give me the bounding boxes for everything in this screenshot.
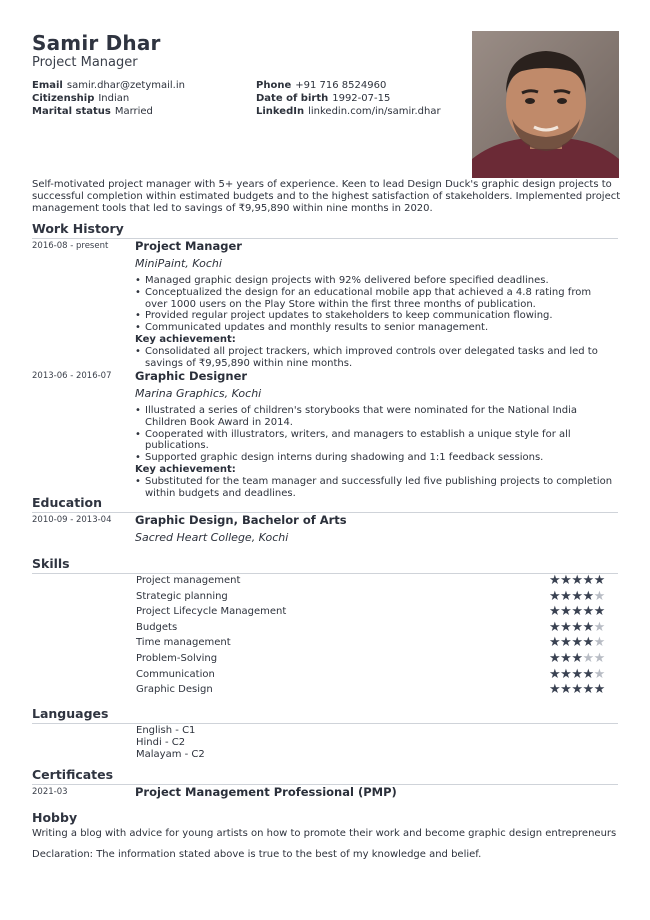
candidate-name: Samir Dhar [32,31,161,55]
star-empty-icon: ★ [593,666,605,682]
skill-rating [549,683,605,696]
job-1-bullets [135,275,615,334]
education-dates: 2010-09 - 2013-04 [32,515,112,525]
skill-name: Graphic Design [136,684,213,696]
job-1-bullet: • Conceptualized the design for an educational mobile app that achieved a 4.8 rating from over 1000 users on the Play Store within the first three months of publication. [135,287,615,311]
skill-name: Problem-Solving [136,653,218,664]
email-value[interactable]: samir.dhar@zetymail.in [66,80,185,91]
profile-photo [472,31,619,178]
job-1-bullet: • Communicated updates and monthly results to senior management. [135,322,615,334]
skill-rating [549,605,605,618]
declaration-text: Declaration: The information stated above is true to the best of my knowledge and belief. [32,849,482,860]
skill-name: Time management [136,637,231,649]
star-filled-icon: ★ [582,619,594,635]
dob-row [256,92,441,105]
job-2-bullet: • Cooperated with illustrators, writers, and managers to establish a unique style for all publications. [135,429,615,453]
star-filled-icon: ★ [571,682,583,698]
job-2-bullet: • Illustrated a series of children's storybooks that were nominated for the National India Children Book Award in 2014. [135,405,615,429]
phone-value[interactable]: +91 716 8524960 [295,80,387,91]
star-filled-icon: ★ [549,604,561,620]
job-1-key-bullets [135,346,615,370]
star-filled-icon: ★ [549,666,561,682]
star-empty-icon: ★ [593,619,605,635]
section-languages: Languages [32,706,618,724]
marital-value: Married [114,106,153,117]
star-filled-icon: ★ [549,651,561,666]
job-2-company: Marina Graphics, Kochi [135,387,262,400]
skill-name: Communication [136,668,215,680]
dob-label: Date of birth [256,93,329,104]
star-filled-icon: ★ [571,604,583,620]
marital-row [32,105,185,118]
marital-label: Marital status [32,106,111,117]
star-filled-icon: ★ [549,588,561,604]
education-degree: Graphic Design, Bachelor of Arts [135,513,347,527]
star-filled-icon: ★ [549,619,561,635]
star-filled-icon: ★ [560,588,572,604]
star-empty-icon: ★ [593,651,605,666]
certificate-date: 2021-03 [32,787,68,797]
job-1-key-bullet: • Consolidated all project trackers, which improved controls over delegated tasks and led to savings of ₹9,95,890 within nine months. [135,346,615,370]
star-filled-icon: ★ [593,682,605,698]
skill-name: Strategic planning [136,590,228,602]
linkedin-label: LinkedIn [256,106,305,117]
skill-rating [549,652,605,665]
star-filled-icon: ★ [560,635,572,651]
job-1-details [135,275,615,369]
star-filled-icon: ★ [582,588,594,604]
job-1-role: Project Manager [135,239,242,253]
contact-left [32,79,185,118]
job-2-bullets [135,405,615,464]
linkedin-row [256,105,441,118]
skill-name: Project Lifecycle Management [136,606,287,618]
skill-rating [549,636,605,649]
star-filled-icon: ★ [593,573,605,588]
language-item: Malayam - C2 [136,748,205,760]
candidate-title: Project Manager [32,55,138,70]
dob-value: 1992-07-15 [332,93,391,104]
job-2-bullet: • Supported graphic design interns during shadowing and 1:1 feedback sessions. [135,452,615,464]
phone-label: Phone [256,80,292,91]
star-filled-icon: ★ [560,604,572,620]
email-label: Email [32,80,63,91]
skill-name: Budgets [136,621,178,633]
star-filled-icon: ★ [560,573,572,588]
citizenship-label: Citizenship [32,93,95,104]
section-hobby: Hobby [32,810,78,825]
star-filled-icon: ★ [571,588,583,604]
section-certificates: Certificates [32,767,618,785]
star-filled-icon: ★ [571,573,583,588]
star-filled-icon: ★ [571,619,583,635]
language-item: Hindi - C2 [136,736,186,748]
skill-rating [549,574,605,587]
job-2-key-achievement-label: Key achievement: [135,463,236,475]
job-1-bullet: • Managed graphic design projects with 92% delivered before specified deadlines. [135,275,615,287]
section-education: Education [32,495,618,513]
job-2-key-bullet: • Substituted for the team manager and successfully led five publishing projects to completion within budgets and deadlines. [135,476,615,500]
star-filled-icon: ★ [549,682,561,698]
phone-row [256,79,441,92]
star-filled-icon: ★ [582,682,594,698]
star-filled-icon: ★ [593,604,605,620]
skill-rating [549,668,605,681]
star-empty-icon: ★ [593,588,605,604]
language-item: English - C1 [136,725,196,736]
star-filled-icon: ★ [571,666,583,682]
section-skills: Skills [32,556,618,574]
star-filled-icon: ★ [582,666,594,682]
star-filled-icon: ★ [560,651,572,666]
job-1-key-achievement-label: Key achievement: [135,333,236,345]
skill-rating [549,590,605,603]
job-2-details [135,405,615,499]
star-empty-icon: ★ [593,635,605,651]
citizenship-value: Indian [98,93,130,104]
star-filled-icon: ★ [582,604,594,620]
star-filled-icon: ★ [582,635,594,651]
hobby-text: Writing a blog with advice for young artists on how to promote their work and become graphic design entrepreneurs [32,828,617,839]
skill-rating [549,621,605,634]
job-1-dates: 2016-08 - present [32,241,109,251]
star-empty-icon: ★ [582,651,594,666]
star-filled-icon: ★ [582,573,594,588]
email-row [32,79,185,92]
job-1-bullet: • Provided regular project updates to stakeholders to keep communication flowing. [135,310,615,322]
star-filled-icon: ★ [571,635,583,651]
citizenship-row [32,92,185,105]
linkedin-value[interactable]: linkedin.com/in/samir.dhar [308,106,441,117]
star-filled-icon: ★ [549,635,561,651]
job-2-role: Graphic Designer [135,369,248,383]
job-1-company: MiniPaint, Kochi [135,257,222,270]
profile-photo-image [472,31,619,178]
section-work-history: Work History [32,221,618,239]
languages-list [136,725,205,760]
contact-right [256,79,441,118]
education-school: Sacred Heart College, Kochi [135,531,289,544]
star-filled-icon: ★ [571,651,583,666]
star-filled-icon: ★ [560,619,572,635]
star-filled-icon: ★ [560,666,572,682]
skill-name: Project management [136,575,241,586]
certificate-name: Project Management Professional (PMP) [135,785,397,799]
job-2-dates: 2013-06 - 2016-07 [32,371,112,381]
summary-text: Self-motivated project manager with 5+ years of experience. Keen to lead Design Duck's graphic design projects to successful completion within estimated budgets and to the highest satisfaction of stakeholders. Implemented project management tools that led to savings of ₹9,95,890 within nine months in 2020. [32,179,621,215]
star-filled-icon: ★ [549,573,561,588]
star-filled-icon: ★ [560,682,572,698]
